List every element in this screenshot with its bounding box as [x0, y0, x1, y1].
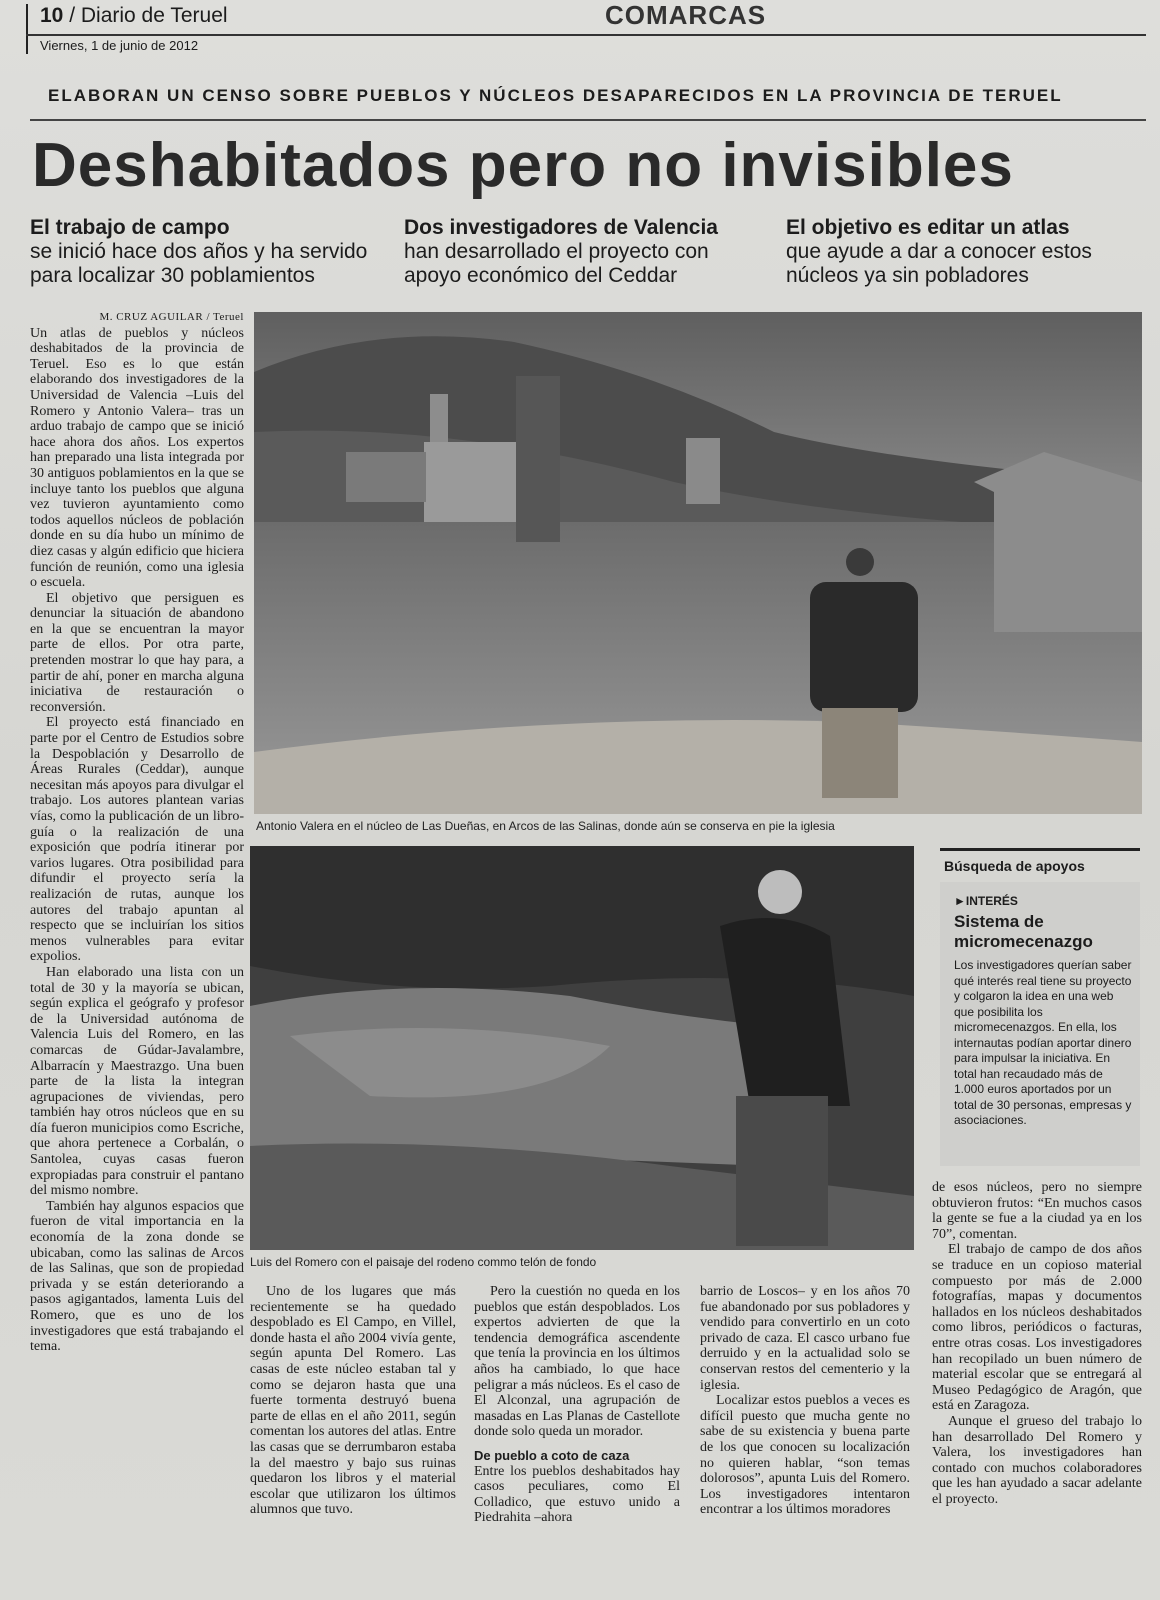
- sidebar-rule: [940, 848, 1140, 851]
- paragraph: de esos núcleos, pero no siempre obtuvieron frutos: “En muchos casos la gente se fue a la ciudad ya en los 70”, comentan.: [932, 1180, 1142, 1242]
- sidebar-tag: ►INTERÉS: [954, 894, 1018, 908]
- header-vertical-rule: [26, 4, 28, 54]
- article-column-5: [932, 1180, 1142, 1592]
- paragraph: El trabajo de campo de dos años se traduce en un copioso material compuesto por más de 2.000 fotografías, mapas y documentos hallados en los núcleos deshabitados como libros, periódicos o facturas, entre otras cosas. Los investigadores han recopilado un buen número de material escolar que se entregará al Museo Pedagógico de Aragón, que está en Zaragoza.: [932, 1242, 1142, 1414]
- subhead-lead: Dos investigadores de Valencia: [404, 216, 718, 239]
- photo-rodeno: [250, 846, 914, 1250]
- article-column-3: [474, 1284, 680, 1592]
- column-subhead: De pueblo a coto de caza: [474, 1447, 630, 1463]
- sidebar-panel: [940, 882, 1140, 1166]
- sidebar-text: Los investigadores querían saber qué interés real tiene su proyecto y colgaron la idea en una web que posibilita los micromecenazgos. En ella, los internautas podían aportar dinero para impulsar la iniciativa. En total han recaudado más de 1.000 euros aportados por un total de 30 personas, empresas y asociaciones.: [954, 958, 1132, 1127]
- sidebar-title: Búsqueda de apoyos: [944, 858, 1085, 874]
- paragraph: Localizar estos pueblos a veces es difícil puesto que mucha gente no sabe de su existencia y buena parte de los que conocen su localización no quieren hablar, “son temas dolorosos”, apunta Luis del Romero. Los investigadores intentaron encontrar a los últimos moradores: [700, 1393, 910, 1518]
- sidebar-box: [940, 848, 1140, 1166]
- bottom-photo-caption: Luis del Romero con el paisaje del rodeno commo telón de fondo: [250, 1255, 597, 1269]
- paragraph: barrio de Loscos– y en los años 70 fue abandonado por sus pobladores y vendido para convertirlo en un coto privado de caza. El casco urbano fue derruido y en la actualidad solo se conservan restos del cementerio y la iglesia.: [700, 1284, 910, 1393]
- byline: M. CRUZ AGUILAR / Teruel: [99, 311, 244, 323]
- subhead-2: [404, 216, 764, 288]
- paragraph: Un atlas de pueblos y núcleos deshabitados de la provincia de Teruel. Eso es lo que están elaborando dos investigadores de la Universidad de Valencia –Luis del Romero y Antonio Valera– tras un arduo trabajo de campo que se inició hace ahora dos años. Los expertos han preparado una lista integrada por 30 antiguos poblamientos en la que se incluye tanto los pueblos que alguna vez tuvieron ayuntamiento como todos aquellos núcleos de población donde en su día hubo un mínimo de diez casas y algún edificio que hiciera función de reunión, como una iglesia o escuela.: [30, 325, 244, 591]
- paragraph: Entre los pueblos deshabitados hay casos peculiares, como El Colladico, que estuvo unido a Piedrahita –ahora: [474, 1463, 680, 1526]
- header-rule: [26, 34, 1146, 36]
- subhead-3: [786, 216, 1146, 288]
- photo-las-duenas: [254, 312, 1142, 814]
- paragraph: Aunque el grueso del trabajo lo han desarrollado Del Romero y Valera, los investigadores han contado con muchos colaboradores que les han ayudado a sacar adelante el proyecto.: [932, 1413, 1142, 1507]
- paragraph: También hay algunos espacios que fueron de vital importancia en la economía de la zona donde se ubicaban, como las salinas de Arcos de las Salinas, que son de propiedad privada y se están deteriorando a pasos agigantados, lamenta Luis del Romero, que es uno de los investigadores que está trabajando el tema.: [30, 1198, 244, 1355]
- paragraph: Han elaborado una lista con un total de 30 y la mayoría se ubican, según explica el geógrafo y profesor de la Universidad autónoma de Valencia Luis del Romero, en las comarcas de Gúdar-Javalambre, Albarracín y Maestrazgo. Una buen parte de la lista la integran agrupaciones de viviendas, pero también hay otros núcleos que en su día fueron municipios como Escriche, que ahora pertenece a Corbalán, o Santolea, cuyas casas fueron expropiadas para construir el pantano del mismo nombre.: [30, 964, 244, 1199]
- photo-rock-landscape: [250, 846, 914, 1250]
- paragraph: El objetivo que persiguen es denunciar la situación de abandono en la que se encuentran la mayor parte de ellos. Por otra parte, pretenden mostrar lo que hay para, a partir de ahí, poner en marcha alguna iniciativa de restauración o reconversión.: [30, 590, 244, 715]
- page-number: 10: [40, 4, 64, 27]
- photo-ruins-landscape: [254, 312, 1142, 814]
- article-column-2: [250, 1284, 456, 1592]
- paragraph: Uno de los lugares que más recientemente se ha quedado despoblado es El Campo, en Villel, donde hasta el año 2004 vivía gente, según apunta Del Romero. Las casas de este núcleo estaban tal y como se dejaron hasta que una fuerte tormenta destruyó buena parte de ellas en el año 2011, según comentan los autores del atlas. Entre las casas que se derrumbaron estaba la del maestro y bajo sus ruinas quedaron los libros y el material escolar que utilizaron los últimos alumnos que tuvo.: [250, 1284, 456, 1518]
- subhead-text: que ayude a dar a conocer estos núcleos ya sin pobladores: [786, 240, 1092, 287]
- article-kicker: ELABORAN UN CENSO SOBRE PUEBLOS Y NÚCLEOS DESAPARECIDOS EN LA PROVINCIA DE TERUEL: [48, 86, 1063, 105]
- sidebar-headline: Sistema de micromecenazgo: [954, 912, 1093, 951]
- article-column-1: [30, 310, 244, 1592]
- paragraph: Pero la cuestión no queda en los pueblos que están despoblados. Los expertos advierten de que la tendencia demográfica ascendente que tenía la provincia en los últimos años ha cambiado, lo que hace peligrar a más núcleos. Es el caso de El Alconzal, una agrupación de masadas en Las Planas de Castellote donde solo queda un morador.: [474, 1284, 680, 1440]
- subhead-text: han desarrollado el proyecto con apoyo económico del Ceddar: [404, 240, 709, 287]
- subhead-1: [30, 216, 390, 288]
- subhead-text: se inició hace dos años y ha servido para localizar 30 poblamientos: [30, 240, 368, 287]
- article-headline: Deshabitados pero no invisibles: [32, 131, 1014, 200]
- paragraph: El proyecto está financiado en parte por el Centro de Estudios sobre la Despoblación y Desarrollo de Áreas Rurales (Ceddar), aunque necesitan más apoyos para divulgar el trabajo. Los autores plantean varias vías, como la publicación de un libro-guía o la realización de una exposición que podría itinerar por varios lugares. Otra posibilidad para difundir el proyecto sería la realización de rutas, aunque los autores del trabajo apuntan al respecto que se incluirían los sitios menos vulnerables para evitar expolios.: [30, 715, 244, 965]
- section-title: COMARCAS: [605, 0, 767, 30]
- page-header: [40, 4, 228, 28]
- kicker-rule: [30, 119, 1146, 121]
- top-photo-caption: Antonio Valera en el núcleo de Las Dueñas, en Arcos de las Salinas, donde aún se conserva en pie la iglesia: [256, 819, 835, 833]
- article-column-4: [700, 1284, 910, 1592]
- subhead-lead: El trabajo de campo: [30, 216, 230, 239]
- issue-date: Viernes, 1 de junio de 2012: [40, 38, 199, 53]
- publication-name: / Diario de Teruel: [69, 4, 228, 27]
- subhead-lead: El objetivo es editar un atlas: [786, 216, 1070, 239]
